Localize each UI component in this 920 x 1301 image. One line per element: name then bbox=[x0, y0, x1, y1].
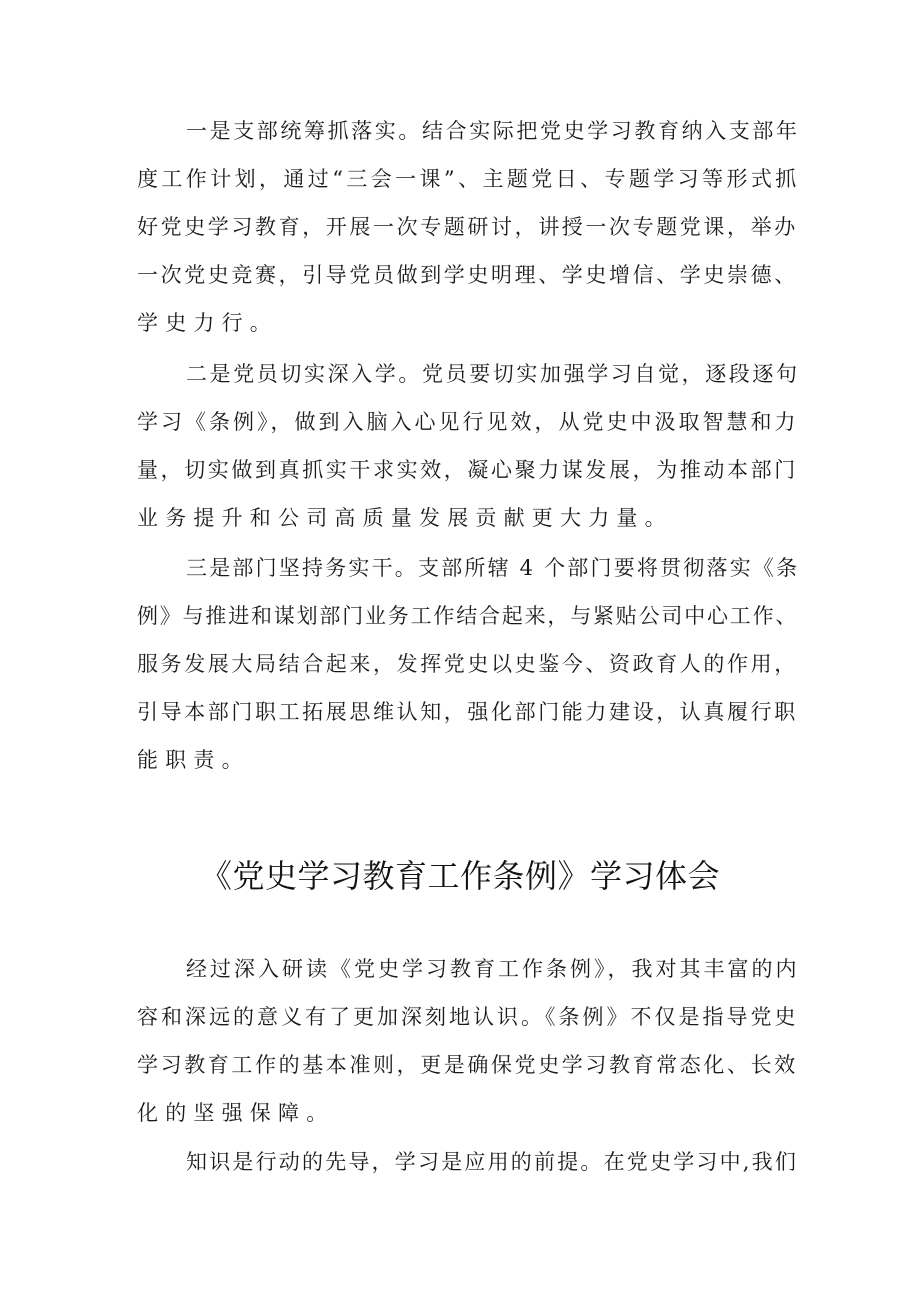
document-title: 《党史学习教育工作条例》学习体会 bbox=[199, 857, 720, 895]
paragraph-line: 知识是行动的先导，学习是应用的前提。在党史学习中,我们 bbox=[186, 1150, 799, 1174]
paragraph-line: 一次党史竞赛，引导党员做到学史明理、学史增信、学史崇德、 bbox=[137, 263, 798, 287]
paragraph-line: 引导本部门职工拓展思维认知，强化部门能力建设，认真履行职 bbox=[137, 700, 798, 724]
paragraph-line: 好党史学习教育，开展一次专题研讨，讲授一次专题党课，举办 bbox=[137, 215, 798, 239]
paragraph-line: 能职责。 bbox=[137, 748, 250, 772]
paragraph-line: 三是部门坚持务实干。支部所辖 4 个部门要将贯彻落实《条 bbox=[186, 556, 800, 580]
paragraph-line: 度工作计划，通过“三会一课”、主题党日、专题学习等形式抓 bbox=[137, 167, 800, 191]
paragraph-line: 学习《条例》，做到入脑入心见行见效，从党史中汲取智慧和力 bbox=[137, 410, 799, 434]
paragraph-line: 业务提升和公司高质量发展贡献更大力量。 bbox=[137, 506, 673, 530]
paragraph-line: 服务发展大局结合起来，发挥党史以史鉴今、资政育人的作用， bbox=[137, 652, 798, 676]
paragraph-line: 经过深入研读《党史学习教育工作条例》，我对其丰富的内 bbox=[186, 957, 800, 981]
paragraph-line: 化的坚强保障。 bbox=[137, 1101, 335, 1125]
paragraph-line: 容和深远的意义有了更加深刻地认识。《条例》不仅是指导党史 bbox=[137, 1005, 799, 1029]
paragraph-line: 一是支部统筹抓落实。结合实际把党史学习教育纳入支部年 bbox=[186, 119, 800, 143]
paragraph-line: 学习教育工作的基本准则，更是确保党史学习教育常态化、长效 bbox=[137, 1053, 798, 1077]
paragraph-line: 量，切实做到真抓实干求实效，凝心聚力谋发展，为推动本部门 bbox=[137, 458, 798, 482]
paragraph-line: 例》与推进和谋划部门业务工作结合起来，与紧贴公司中心工作、 bbox=[137, 604, 799, 628]
paragraph-line: 二是党员切实深入学。党员要切实加强学习自觉，逐段逐句 bbox=[186, 362, 800, 386]
paragraph-line: 学史力行。 bbox=[137, 311, 278, 335]
